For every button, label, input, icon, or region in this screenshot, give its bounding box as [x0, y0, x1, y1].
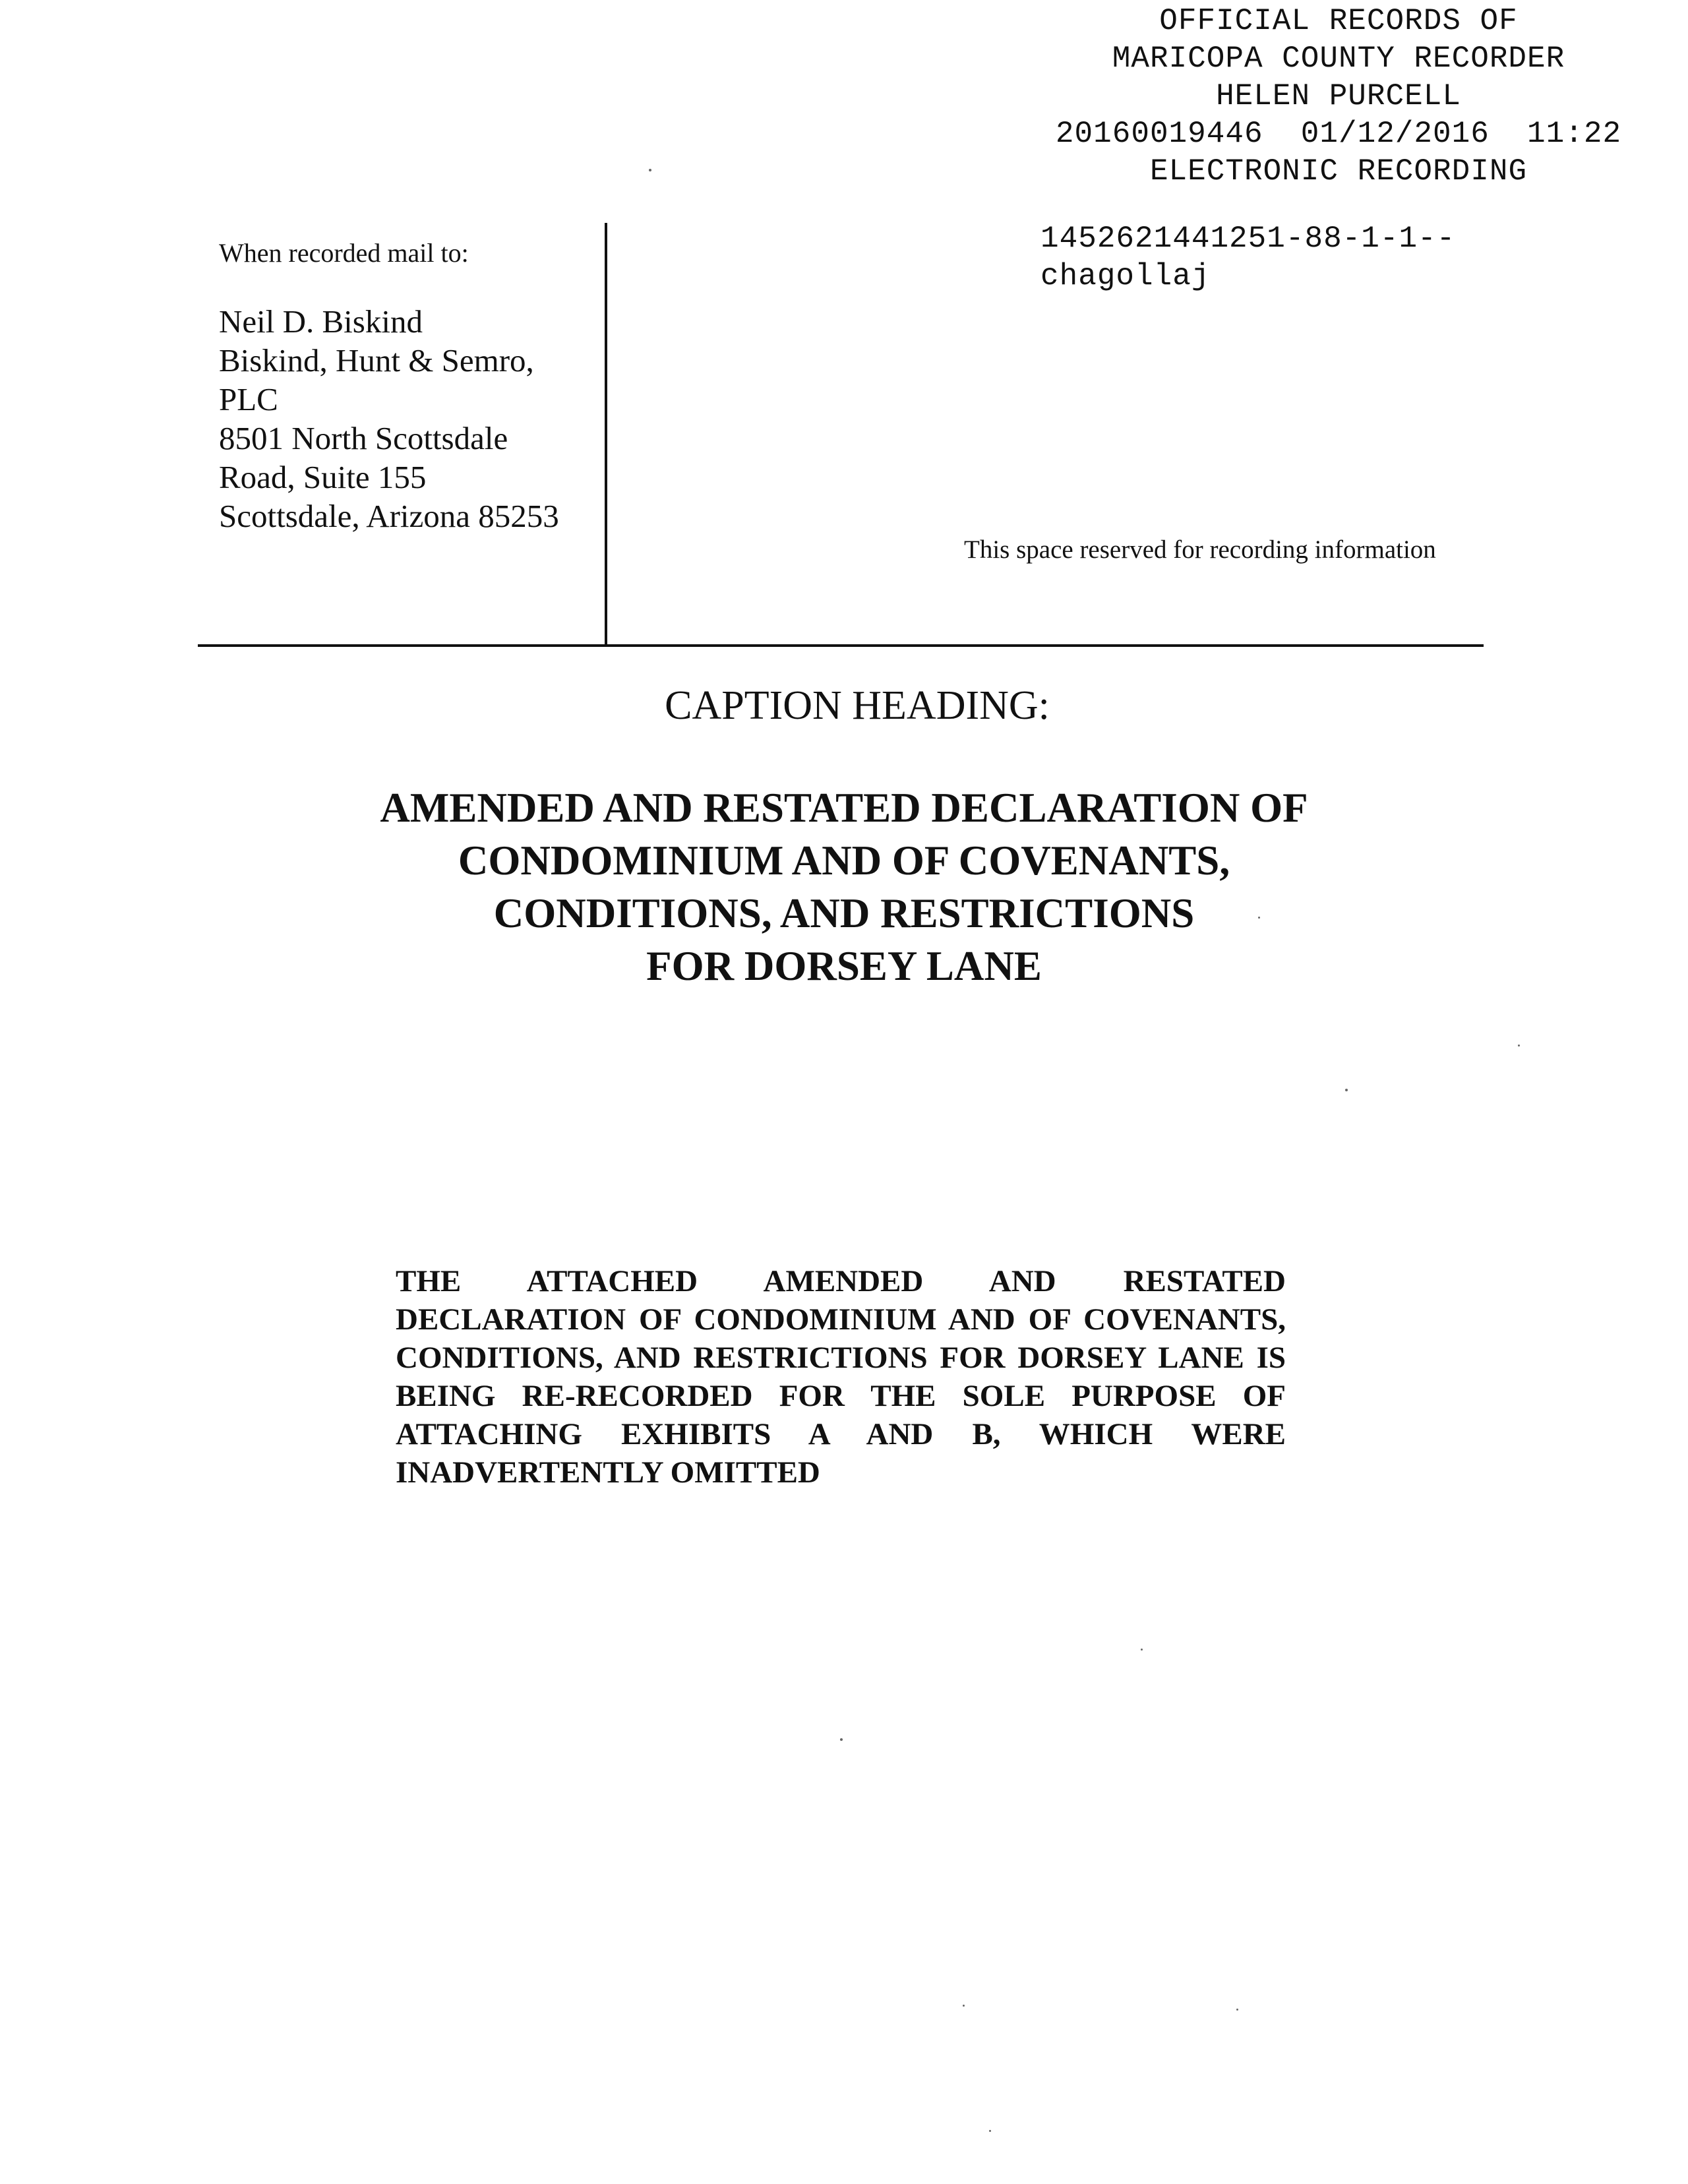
scan-speck	[840, 1738, 843, 1741]
address-line: PLC	[219, 381, 278, 417]
scan-speck	[649, 169, 651, 171]
mail-to-address	[219, 302, 588, 535]
title-line: CONDOMINIUM AND OF COVENANTS,	[458, 837, 1230, 884]
document-title	[303, 781, 1385, 992]
stamp-line: HELEN PURCELL	[1216, 79, 1461, 113]
title-line: AMENDED AND RESTATED DECLARATION OF	[380, 785, 1308, 831]
notice-line: ATTACHING EXHIBITS A AND B, WHICH WERE	[396, 1417, 1286, 1451]
stamp-line: MARICOPA COUNTY RECORDER	[1112, 42, 1565, 76]
scan-speck	[1518, 1045, 1520, 1046]
vertical-divider	[605, 223, 607, 645]
scan-speck	[1258, 917, 1260, 919]
recording-id-block	[1040, 220, 1455, 295]
caption-heading-wrap	[626, 681, 1088, 731]
horizontal-divider	[198, 644, 1484, 647]
re-recording-notice	[396, 1262, 1286, 1492]
title-line: FOR DORSEY LANE	[646, 943, 1042, 989]
scan-speck	[963, 2005, 965, 2007]
reserved-space-note: This space reserved for recording information	[964, 535, 1436, 564]
recorder-stamp	[1015, 3, 1662, 191]
notice-line: THE ATTACHED AMENDED AND RESTATED	[396, 1264, 1286, 1298]
address-line: Biskind, Hunt & Semro,	[219, 342, 534, 379]
recording-id: 1452621441251-88-1-1--	[1040, 222, 1456, 256]
address-line: Neil D. Biskind	[219, 303, 423, 340]
scan-speck	[1236, 2009, 1238, 2011]
stamp-line: OFFICIAL RECORDS OF	[1159, 4, 1518, 38]
scan-speck	[989, 2130, 991, 2132]
stamp-line-record-number: 20160019446 01/12/2016 11:22	[1055, 117, 1622, 151]
address-line: Scottsdale, Arizona 85253	[219, 498, 559, 534]
notice-line: INADVERTENTLY OMITTED	[396, 1455, 820, 1490]
notice-line: DECLARATION OF CONDOMINIUM AND OF COVENANTS,	[396, 1302, 1286, 1337]
title-line: CONDITIONS, AND RESTRICTIONS	[493, 890, 1195, 936]
stamp-line: ELECTRONIC RECORDING	[1149, 154, 1528, 189]
clerk-id: chagollaj	[1040, 259, 1211, 293]
notice-line: CONDITIONS, AND RESTRICTIONS FOR DORSEY LANE IS	[396, 1341, 1286, 1375]
scan-speck	[1345, 1089, 1348, 1091]
scan-speck	[1141, 1649, 1143, 1651]
caption-heading: CAPTION HEADING:	[665, 683, 1050, 728]
address-line: 8501 North Scottsdale	[219, 420, 508, 456]
address-line: Road, Suite 155	[219, 459, 427, 495]
notice-line: BEING RE-RECORDED FOR THE SOLE PURPOSE OF	[396, 1379, 1286, 1413]
mail-to-block	[219, 237, 588, 535]
mail-to-label: When recorded mail to:	[219, 238, 469, 268]
